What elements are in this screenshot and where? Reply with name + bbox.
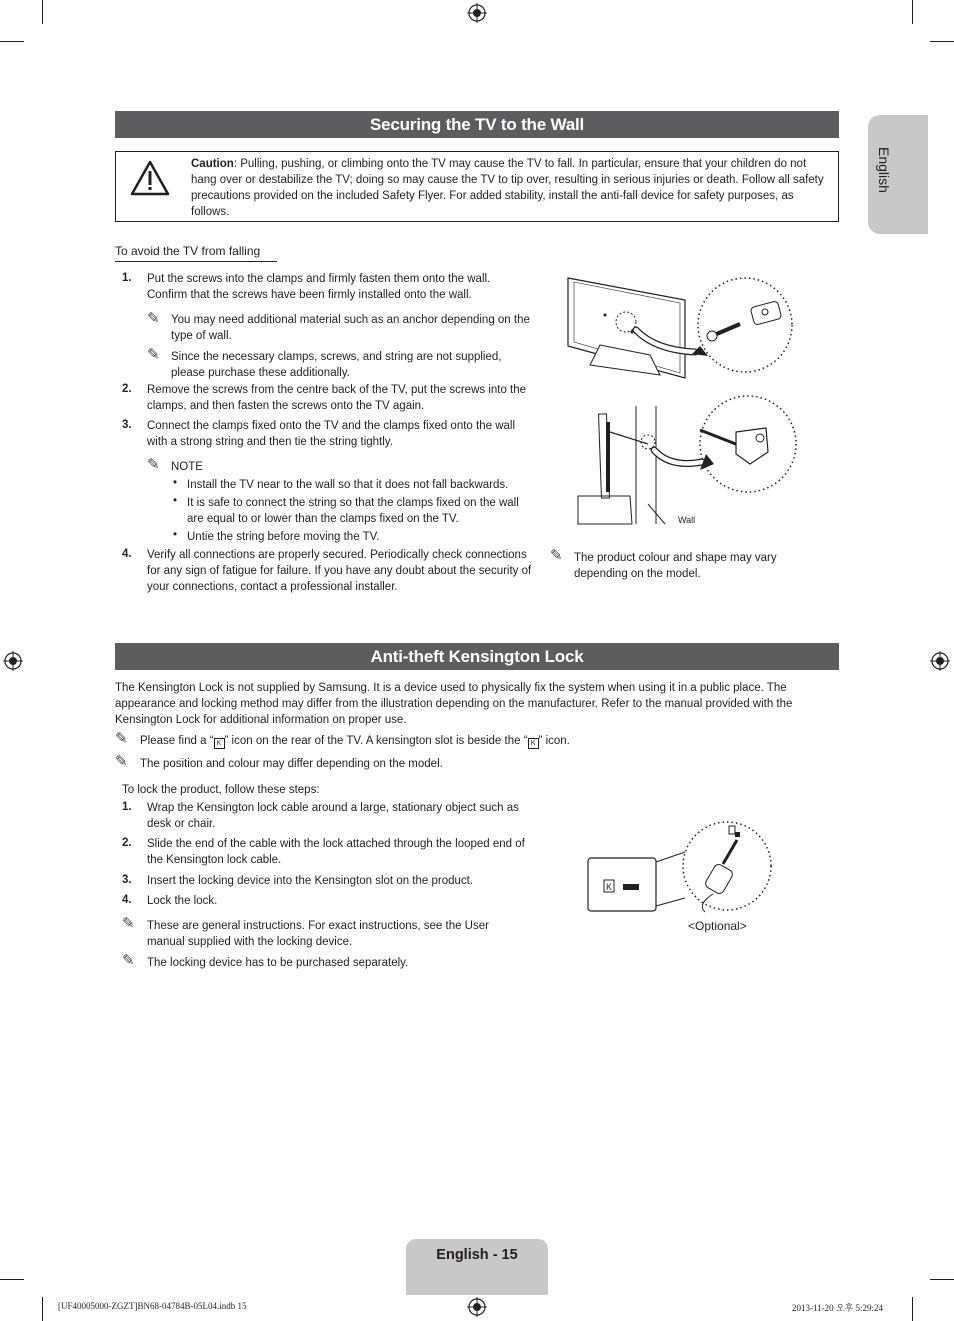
step-text: Slide the end of the cable with the lock attached through the looped end of the Kensington lock cable. — [147, 838, 525, 866]
caution-body: : Pulling, pushing, or climbing onto the TV may cause the TV to fall. In particular, ensure that your children do not hang over or destabilize the TV; doing so may cause the TV to tip over, resulting in serious injuries or death. Follow all safety precautions provided on the included Safety Flyer. For added stability, install the anti-fall device for safety purposes, as follows. — [191, 158, 824, 218]
note-pencil-icon: ✎ — [147, 456, 160, 473]
subheading-avoid-falling: To avoid the TV from falling — [115, 243, 277, 262]
note-text: Since the necessary clamps, screws, and string are not supplied, please purchase these additionally. — [171, 351, 502, 379]
side-tab-label: English — [876, 147, 892, 193]
step-number: 3. — [122, 874, 132, 886]
tv-back-clamp-illustration — [560, 270, 800, 385]
note-pencil-icon: ✎ — [115, 730, 128, 747]
registration-mark-icon — [3, 651, 23, 671]
step-text: Verify all connections are properly secured. Periodically check connections for any sign of fatigue for failure. If you have any doubt about the security of your connections, contact a professional installer. — [147, 549, 532, 593]
crop-mark — [0, 1279, 24, 1280]
lead-text: To lock the product, follow these steps: — [122, 784, 320, 796]
figure-note: The product colour and shape may vary depending on the model. — [574, 552, 777, 580]
crop-mark — [912, 1297, 913, 1321]
crop-mark — [912, 0, 913, 24]
language-side-tab — [868, 115, 928, 234]
svg-text:K: K — [606, 882, 613, 892]
crop-mark — [42, 0, 43, 24]
note-label: NOTE — [171, 461, 203, 473]
note-text: You may need additional material such as an anchor depending on the type of wall. — [171, 314, 530, 342]
crop-mark — [0, 41, 24, 42]
page-number: English - 15 — [436, 1247, 518, 1263]
kensington-k-icon: K — [528, 738, 539, 749]
step-text: Wrap the Kensington lock cable around a large, stationary object such as desk or chair. — [147, 802, 519, 830]
crop-mark — [930, 41, 954, 42]
section-title-kensington: Anti-theft Kensington Lock — [115, 643, 839, 670]
page-footer-tab — [406, 1239, 548, 1295]
caution-text — [191, 156, 831, 220]
step-number: 1. — [122, 272, 132, 284]
bullet: • — [173, 495, 178, 507]
note-pencil-icon: ✎ — [122, 952, 135, 969]
kensington-lock-illustration — [585, 818, 780, 916]
step-text: Remove the screws from the centre back of the TV, put the screws into the clamps, and then fasten the screws onto the TV again. — [147, 384, 527, 412]
note-pencil-icon: ✎ — [147, 346, 160, 363]
step-number: 4. — [122, 894, 132, 906]
print-slug-left: [UF40005000-ZGZT]BN68-04784B-05L04.indb 15 — [58, 1301, 247, 1311]
step-number: 2. — [122, 383, 132, 395]
note-bullet-text: It is safe to connect the string so that the clamps fixed on the wall are equal to or lower than the clamps fixed on the TV. — [187, 497, 519, 525]
step-number: 1. — [122, 801, 132, 813]
step-text: Put the screws into the clamps and firmly fasten them onto the wall. Confirm that the screws have been firmly installed onto the wall. — [147, 273, 491, 301]
tv-wall-string-illustration — [570, 392, 810, 527]
step-text: Insert the locking device into the Kensington slot on the product. — [147, 875, 474, 887]
caution-box — [115, 151, 839, 222]
registration-mark-icon — [467, 1297, 487, 1317]
caution-label: Caution — [191, 158, 234, 170]
note-text — [140, 733, 840, 749]
note-pencil-icon: ✎ — [122, 915, 135, 932]
wall-label: Wall — [678, 515, 696, 525]
kensington-intro: The Kensington Lock is not supplied by Samsung. It is a device used to physically fix the system when using it in a public place. The appearance and locking method may differ from the illustration depending on the manufacturer. Refer to the manual provided with the Kensington Lock for additional information on proper use. — [115, 682, 793, 726]
note-text: The position and colour may differ depending on the model. — [140, 758, 443, 770]
note-pencil-icon: ✎ — [550, 547, 563, 564]
step-number: 4. — [122, 548, 132, 560]
note-bullet-text: Untie the string before moving the TV. — [187, 531, 380, 543]
crop-mark — [930, 1279, 954, 1280]
note-pencil-icon: ✎ — [115, 753, 128, 770]
registration-mark-icon — [930, 651, 950, 671]
section-title-securing: Securing the TV to the Wall — [115, 111, 839, 138]
step-text: Lock the lock. — [147, 895, 218, 907]
bullet: • — [173, 529, 178, 541]
registration-mark-icon — [467, 3, 487, 23]
optional-label: <Optional> — [688, 919, 747, 933]
note-text: These are general instructions. For exact instructions, see the User manual supplied with the locking device. — [147, 920, 489, 948]
note-pencil-icon: ✎ — [147, 310, 160, 327]
crop-mark — [42, 1297, 43, 1321]
bullet: • — [173, 477, 178, 489]
step-number: 2. — [122, 837, 132, 849]
warning-triangle-icon — [130, 160, 170, 196]
step-number: 3. — [122, 419, 132, 431]
note-bullet-text: Install the TV near to the wall so that it does not fall backwards. — [187, 479, 509, 491]
note-text-part: ” icon. — [538, 735, 570, 747]
note-text-part: Please find a “ — [140, 735, 214, 747]
note-text: The locking device has to be purchased separately. — [147, 957, 409, 969]
kensington-k-icon: K — [214, 738, 225, 749]
note-text-part: ” icon on the rear of the TV. A kensington slot is beside the “ — [224, 735, 528, 747]
print-slug-right: 2013-11-20 오후 5:29:24 — [792, 1303, 884, 1313]
step-text: Connect the clamps fixed onto the TV and the clamps fixed onto the wall with a strong string and then tie the string tightly. — [147, 420, 515, 448]
